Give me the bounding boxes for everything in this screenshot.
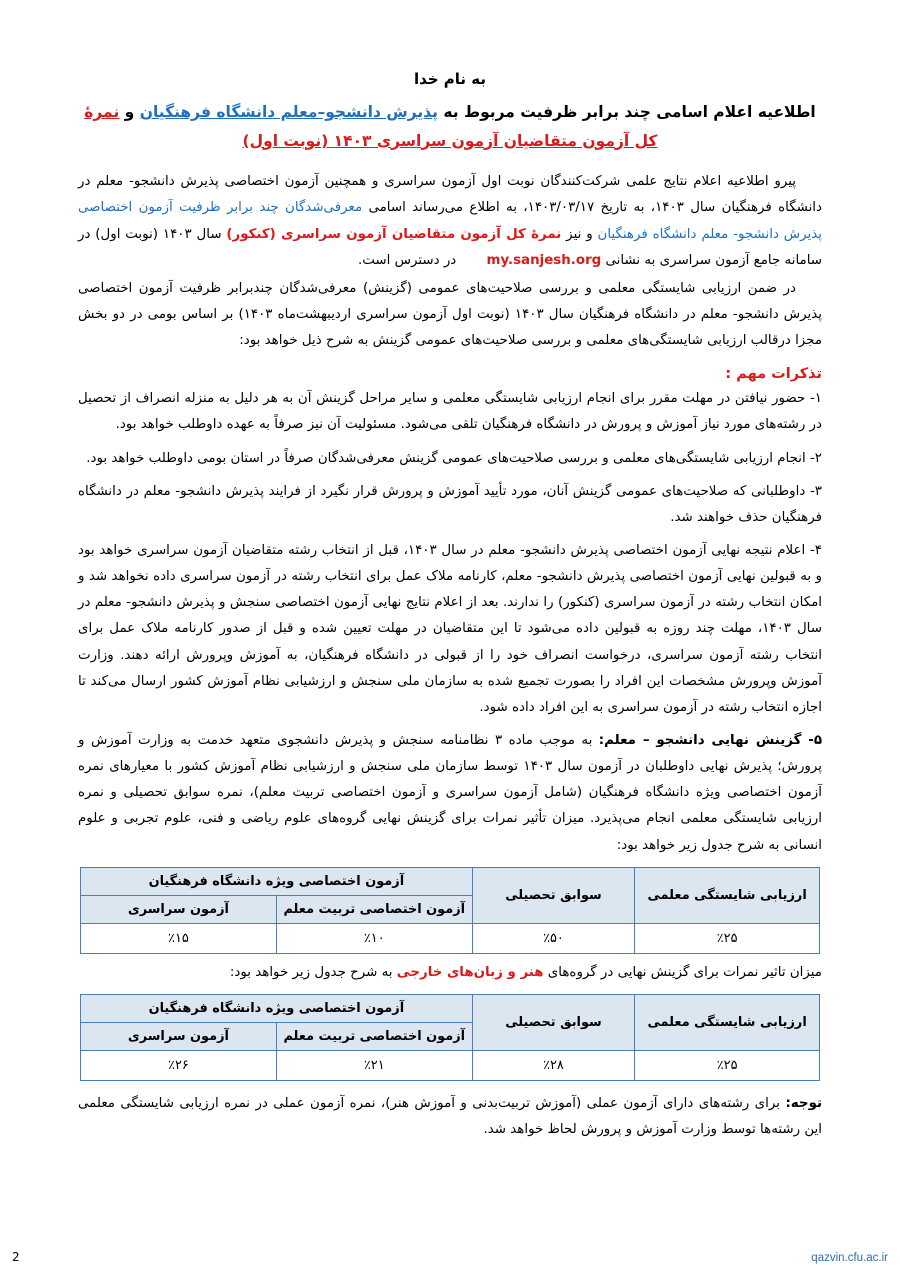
footer-site-url[interactable]: qazvin.cfu.ac.ir	[811, 1252, 888, 1264]
notes-list	[78, 386, 822, 858]
sanjesh-portal-link[interactable]: my.sanjesh.org	[486, 252, 602, 268]
final-note-text: برای رشته‌های دارای آزمون عملی (آموزش تربیت‌بدنی و آموزش هنر)، نمره آزمون عملی در نمره ارزیابی شایستگی معلمی این رشته‌ها توسط وزارت آموزش و پرورش لحاظ خواهد شد.	[78, 1095, 822, 1137]
note-item-2: ۲- انجام ارزیابی شایستگی‌های معلمی و بررسی صلاحیت‌های عمومی گزینش معرفی‌شدگان صرفاً در استان بومی داوطلب خواهد بود.	[86, 450, 822, 466]
td-national-2: ٪۲۶	[81, 1050, 277, 1080]
bismillah-heading: به نام خدا	[413, 70, 487, 88]
table-row	[81, 994, 820, 1022]
para1-seg7: در دسترس است.	[358, 252, 461, 268]
note-item-4: ۴- اعلام نتیجه نهایی آزمون اختصاصی پذیرش دانشجو- معلم در سال ۱۴۰۳، قبل از انتخاب رشته متقاضیان آزمون سراسری خواهد بود و به قبولین نهایی آزمون اختصاصی پذیرش دانشجو- معلم، کارنامه ملاک عمل برای انتخاب رشته در آزمون سراسری داده نخواهد شد و امکان انتخاب رشته در آزمون سراسری (کنکور) را ندارند. بعد از اعلام نتایج نهایی آزمون اختصاصی سنجش و پذیرش دانشجو- معلم در سال ۱۴۰۳، مهلت چند روزه به قبولین داده می‌شود تا این متقاضیان در مهلت تعیین شده و قبل از صدور کارنامه ملاک عمل برای انتخاب رشته آزمون سراسری، درخواست انصراف خود را از قبولی در دانشگاه فرهنگیان، به آموزش وپرورش ارائه دهند. وزارت آموزش وپرورش مشخصات این افراد را بصورت تجمیع شده به سازمان ملی سنجش و ارزشیابی نظام آموزش کشور ارسال می‌کند تا اجازه انتخاب رشته در آزمون سراسری به این افراد داده شود.	[78, 543, 822, 715]
title-part-1: اطلاعیه اعلام اسامی چند برابر ظرفیت مربوط به	[437, 103, 816, 121]
th-records-1: سوابق تحصیلی	[472, 867, 635, 923]
th-records-2: سوابق تحصیلی	[472, 994, 635, 1050]
para1-seg1: پیرو اطلاعیه اعلام نتایج علمی شرکت‌کنندگان نوبت اول آزمون سراسری و همچنین آزمون اختصاصی پذیرش دانشجو- معلم در دانشگاه فرهنگیان سال ۱۴۰۳، به تاریخ ۱۴۰۳/۰۳/۱۷، به اطلاع می‌رساند اسامی	[78, 174, 822, 216]
table-row	[81, 923, 820, 953]
para1-seg-blue: معرفی‌شدگان چند برابر ظرفیت آزمون اختصاصی پذیرش دانشجو- معلم دانشگاه فرهنگیان	[78, 200, 822, 242]
table-row	[81, 1050, 820, 1080]
note-item-3: ۳- داوطلبانی که صلاحیت‌های عمومی گزینش آنان، مورد تأیید آموزش و پرورش قرار نگیرد از فرایند پذیرش دانشجو- معلم در دانشگاه فرهنگیان حذف خواهند شد.	[78, 483, 822, 525]
caption2-seg1: میزان تاثیر نمرات برای گزینش نهایی در گروه‌های	[543, 964, 822, 980]
th-group-2: آزمون اختصاصی ویژه دانشگاه فرهنگیان	[81, 994, 473, 1022]
caption2-seg3: به شرح جدول زیر خواهد بود:	[229, 964, 397, 980]
weights-table-art-languages	[80, 994, 820, 1081]
para1-seg5: سال ۱۴۰۳ (نوبت اول) در سامانه جامع آزمون سراسری به نشانی	[78, 226, 822, 268]
paragraph-evaluation: در ضمن ارزیابی شایستگی معلمی و بررسی صلاحیت‌های عمومی (گزینش) معرفی‌شدگان چندبرابر ظرفیت آزمون اختصاصی پذیرش دانشجو- معلم در دانشگاه فرهنگیان سال ۱۴۰۳ (نوبت اول آزمون سراسری اردیبهشت‌ماه ۱۴۰۳) بر اساس بومی در دو بخش مجزا درقالب ارزیابی شایستگی‌های معلمی و بررسی صلاحیت‌های عمومی گزینش به شرح ذیل خواهد بود:	[78, 280, 822, 349]
caption-art-languages	[78, 960, 822, 986]
page-number: 2	[12, 1250, 20, 1264]
title-part-and: و	[119, 103, 140, 121]
para1-seg-red: نمرهٔ کل آزمون متقاضیان آزمون سراسری (کنکور)	[226, 226, 562, 242]
td-merit-1: ٪۲۵	[635, 923, 820, 953]
important-notes-heading: تذکرات مهم :	[725, 366, 822, 383]
para1-seg3: و نیز	[561, 226, 598, 242]
td-records-1: ٪۵۰	[472, 923, 635, 953]
th-merit-2: ارزیابی شایستگی معلمی	[635, 994, 820, 1050]
final-note	[78, 1091, 822, 1143]
title-part-red: نمرهٔ کل آزمون متقاضیان آزمون سراسری ۱۴۰۳ (نوبت اول)	[84, 103, 658, 150]
th-special-1: آزمون اختصاصی تربیت معلم	[276, 895, 472, 923]
title-part-blue: پذیرش دانشجو–معلم دانشگاه فرهنگیان	[139, 103, 438, 121]
note-item-5	[78, 728, 822, 859]
th-national-1: آزمون سراسری	[81, 895, 277, 923]
note5-label: ۵- گزینش نهایی دانشجو – معلم:	[598, 733, 822, 749]
th-merit-1: ارزیابی شایستگی معلمی	[635, 867, 820, 923]
table-row	[81, 867, 820, 895]
th-national-2: آزمون سراسری	[81, 1022, 277, 1050]
td-national-1: ٪۱۵	[81, 923, 277, 953]
caption2-seg-red: هنر و زبان‌های خارجی	[396, 964, 544, 980]
td-special-1: ٪۱۰	[276, 923, 472, 953]
td-records-2: ٪۲۸	[472, 1050, 635, 1080]
td-merit-2: ٪۲۵	[635, 1050, 820, 1080]
td-special-2: ٪۲۱	[276, 1050, 472, 1080]
th-group-1: آزمون اختصاصی ویژه دانشگاه فرهنگیان	[81, 867, 473, 895]
page-title	[78, 98, 822, 155]
weights-table-general	[80, 867, 820, 954]
final-note-label: توجه:	[785, 1095, 822, 1111]
th-special-2: آزمون اختصاصی تربیت معلم	[276, 1022, 472, 1050]
note-item-1: ۱- حضور نیافتن در مهلت مقرر برای انجام ارزیابی شایستگی معلمی و سایر مراحل گزینش آن به هر دلیل به منزله انصراف از تحصیل در رشته‌های مورد نیاز آموزش و پرورش در دانشگاه فرهنگیان تلقی می‌شود. مسئولیت آن نیز صرفاً به عهده داوطلب خواهد بود.	[78, 391, 822, 433]
paragraph-intro	[78, 169, 822, 274]
note5-text: به موجب ماده ۳ نظامنامه سنجش و پذیرش دانشجوی متعهد خدمت به وزارت آموزش و پرورش؛ پذیرش نهایی داوطلبان در آزمون سال ۱۴۰۳ توسط سازمان ملی سنجش و ارزشیابی نظام آموزش کشور با معیارهای نمره آزمون اختصاصی ویژه دانشگاه فرهنگیان (شامل آزمون سراسری و آزمون اختصاصی تربیت معلم)، نمره سوابق تحصیلی و نمره ارزیابی شایستگی معلمی انجام می‌پذیرد. میزان تأثیر نمرات برای گزینش نهایی گروه‌های علوم ریاضی و فنی، علوم تجربی و علوم انسانی به شرح جدول زیر خواهد بود:	[78, 733, 822, 853]
